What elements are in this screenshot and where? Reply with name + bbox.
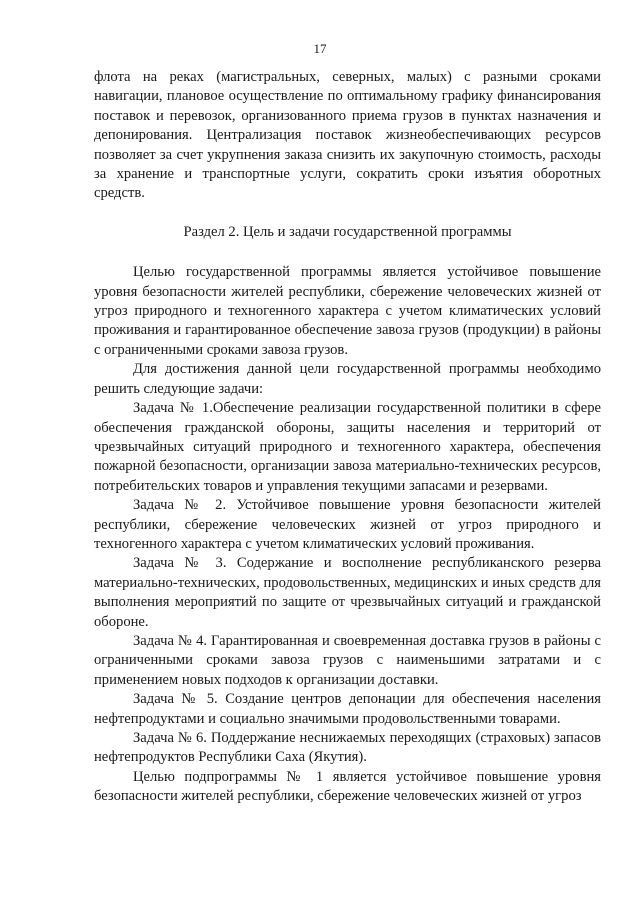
- continuation-paragraph: флота на реках (магистральных, северных, малых) с разными сроками навигации, плановое осуществление по оптимальному графику финансирования поставок и перевозок, организованного приема грузов в пунктах назначения и депонирования. Централизация поставок жизнеобеспечивающих ресурсов позволяет за счет укрупнения заказа снизить их закупочную стоимость, расходы за хранение и транспортные услуги, сократить сроки изъятия оборотных средств.: [94, 69, 601, 202]
- section-heading: Раздел 2. Цель и задачи государственной программы: [183, 223, 512, 240]
- task-1-paragraph: Задача № 1.Обеспечение реализации государственной политики в сфере обеспечения гражданской обороны, защиты населения и территорий от чрезвычайных ситуаций природного и техногенного характера, обеспечения пожарной безопасности, организации завоза материально-технических ресурсов, потребительских товаров и управления текущими запасами и резервами.: [94, 400, 601, 494]
- task-3-paragraph: Задача № 3. Содержание и восполнение республиканского резерва материально-технических, продовольственных, медицинских и иных средств для выполнения мероприятий по защите от чрезвычайных ситуаций и гражданской обороне.: [94, 555, 601, 630]
- task-6-paragraph: Задача № 6. Поддержание неснижаемых переходящих (страховых) запасов нефтепродуктов Республики Саха (Якутия).: [94, 730, 601, 766]
- task-5-paragraph: Задача № 5. Создание центров депонации для обеспечения населения нефтепродуктами и социально значимыми продовольственными товарами.: [94, 691, 601, 727]
- program-goal-paragraph: Целью государственной программы является устойчивое повышение уровня безопасности жителей республики, сбережение человеческих жизней от угроз природного и техногенного характера с учетом климатических условий проживания и гарантированное обеспечение завоза грузов (продукции) в районы с ограниченными сроками завоза грузов.: [94, 264, 601, 358]
- page-number: 17: [313, 41, 327, 56]
- document-body: [94, 68, 601, 807]
- task-4-paragraph: Задача № 4. Гарантированная и своевременная доставка грузов в районы с ограниченными сроками завоза грузов с наименьшими затратами и с применением новых подходов к организации доставки.: [94, 632, 601, 688]
- task-2-paragraph: Задача № 2. Устойчивое повышение уровня безопасности жителей республики, сбережение человеческих жизней от угроз природного и техногенного характера с учетом климатических условий проживания.: [94, 497, 601, 552]
- subprogram-1-goal-paragraph: Целью подпрограммы № 1 является устойчивое повышение уровня безопасности жителей республики, сбережение человеческих жизней от угроз: [94, 768, 601, 805]
- tasks-intro-paragraph: Для достижения данной цели государственной программы необходимо решить следующие задачи:: [94, 361, 601, 397]
